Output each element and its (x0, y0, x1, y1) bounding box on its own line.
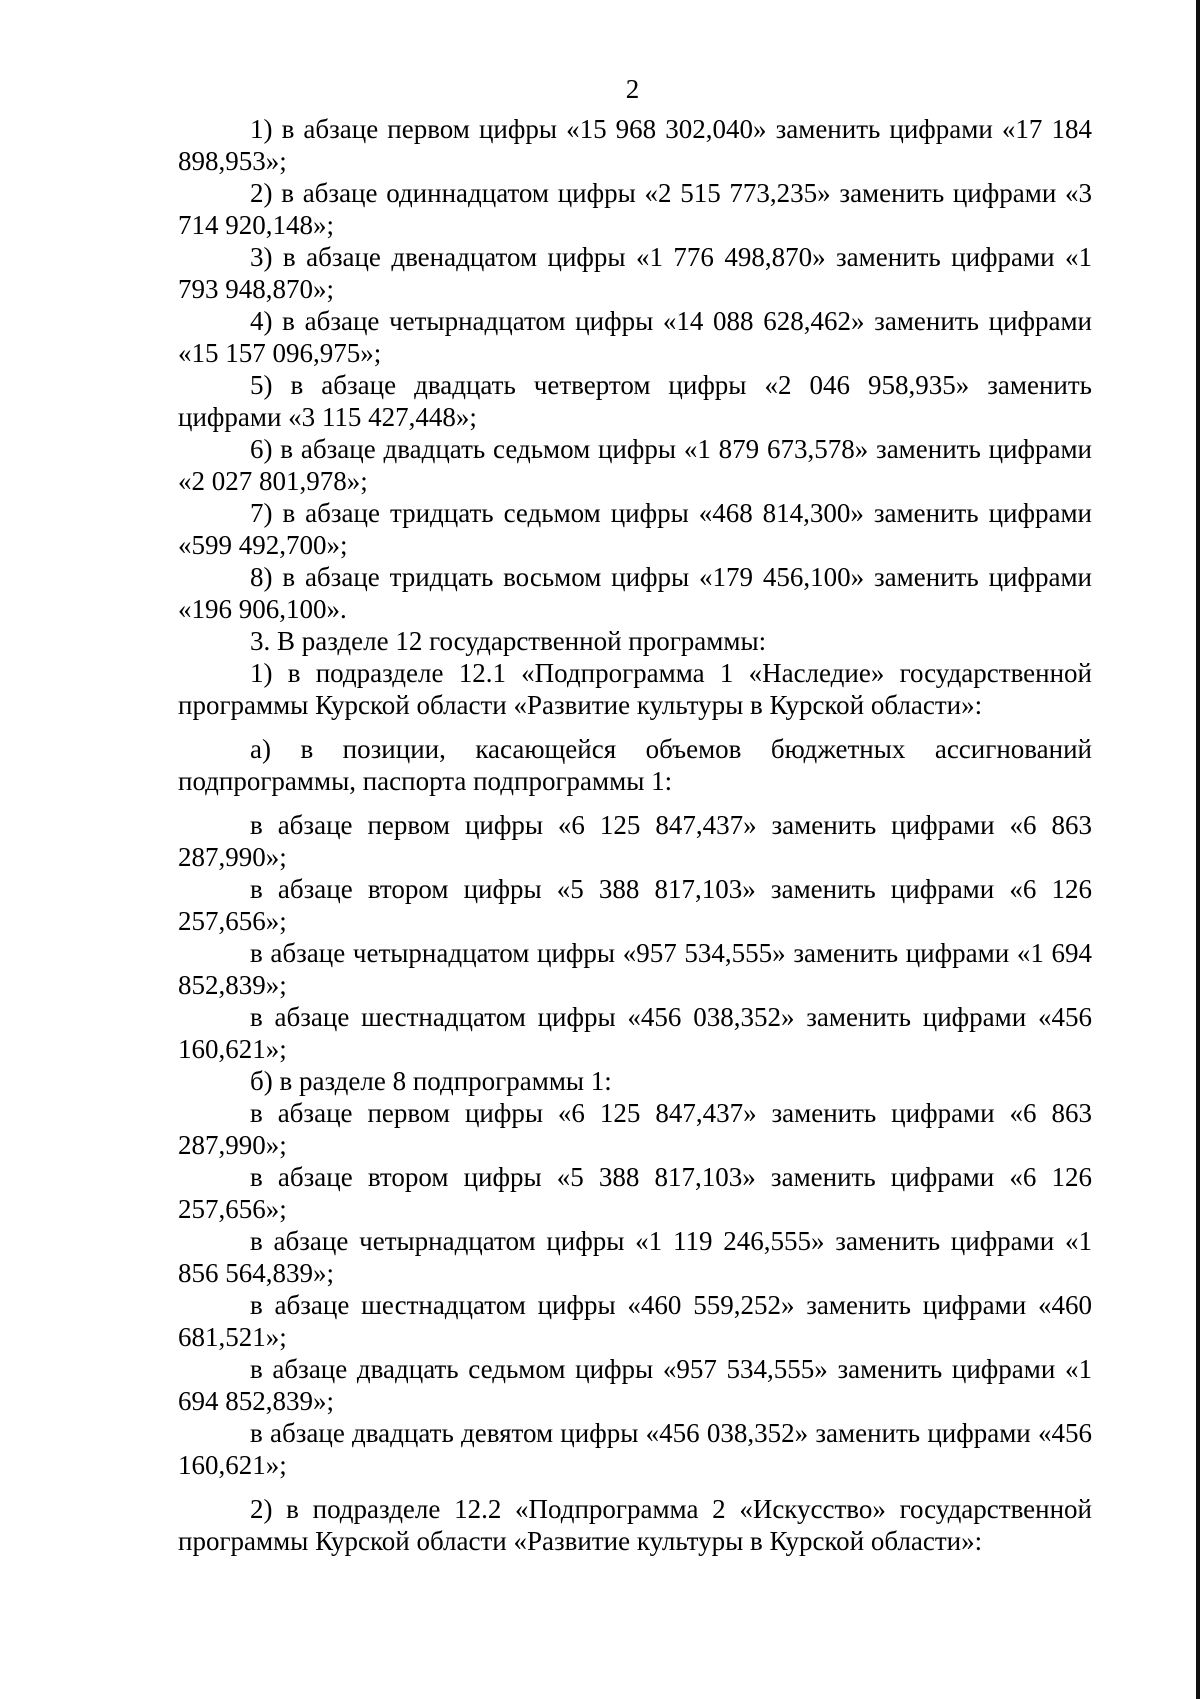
paragraph: в абзаце втором цифры «5 388 817,103» заменить цифрами «6 126 257,656»; (178, 1162, 1092, 1224)
paragraph: в абзаце первом цифры «6 125 847,437» заменить цифрами «6 863 287,990»; (178, 810, 1092, 872)
paragraph: 1) в подразделе 12.1 «Подпрограмма 1 «Наследие» государственной программы Курской области «Развитие культуры в Курской области»: (178, 658, 1092, 720)
paragraph: 6) в абзаце двадцать седьмом цифры «1 879 673,578» заменить цифрами «2 027 801,978»; (178, 434, 1092, 496)
paragraph: 1) в абзаце первом цифры «15 968 302,040» заменить цифрами «17 184 898,953»; (178, 114, 1092, 176)
paragraph: в абзаце четырнадцатом цифры «1 119 246,555» заменить цифрами «1 856 564,839»; (178, 1226, 1092, 1288)
paragraph: в абзаце втором цифры «5 388 817,103» заменить цифрами «6 126 257,656»; (178, 874, 1092, 936)
paragraph: в абзаце двадцать седьмом цифры «957 534,555» заменить цифрами «1 694 852,839»; (178, 1354, 1092, 1416)
paragraph: 3) в абзаце двенадцатом цифры «1 776 498,870» заменить цифрами «1 793 948,870»; (178, 242, 1092, 304)
section-heading: 3. В разделе 12 государственной программы: (250, 626, 767, 656)
paragraph: 8) в абзаце тридцать восьмом цифры «179 456,100» заменить цифрами «196 906,100». (178, 562, 1092, 624)
page-number: 2 (625, 74, 640, 104)
paragraph: 2) в абзаце одиннадцатом цифры «2 515 773,235» заменить цифрами «3 714 920,148»; (178, 178, 1092, 240)
paragraph: а) в позиции, касающейся объемов бюджетных ассигнований подпрограммы, паспорта подпрограммы 1: (178, 734, 1092, 796)
paragraph: в абзаце шестнадцатом цифры «460 559,252» заменить цифрами «460 681,521»; (178, 1290, 1092, 1352)
paragraph: в абзаце шестнадцатом цифры «456 038,352» заменить цифрами «456 160,621»; (178, 1002, 1092, 1064)
paragraph: в абзаце двадцать девятом цифры «456 038,352» заменить цифрами «456 160,621»; (178, 1418, 1092, 1480)
paragraph: 4) в абзаце четырнадцатом цифры «14 088 628,462» заменить цифрами «15 157 096,975»; (178, 306, 1092, 368)
paragraph: 7) в абзаце тридцать седьмом цифры «468 814,300» заменить цифрами «599 492,700»; (178, 498, 1092, 560)
paragraph: б) в разделе 8 подпрограммы 1: (250, 1066, 612, 1096)
paragraph: 2) в подразделе 12.2 «Подпрограмма 2 «Искусство» государственной программы Курской области «Развитие культуры в Курской области»: (178, 1494, 1092, 1556)
document-body (178, 113, 1092, 1557)
paragraph: 5) в абзаце двадцать четвертом цифры «2 046 958,935» заменить цифрами «3 115 427,448»; (178, 370, 1092, 432)
scan-edge (1196, 0, 1200, 1699)
paragraph: в абзаце первом цифры «6 125 847,437» заменить цифрами «6 863 287,990»; (178, 1098, 1092, 1160)
paragraph: в абзаце четырнадцатом цифры «957 534,555» заменить цифрами «1 694 852,839»; (178, 938, 1092, 1000)
